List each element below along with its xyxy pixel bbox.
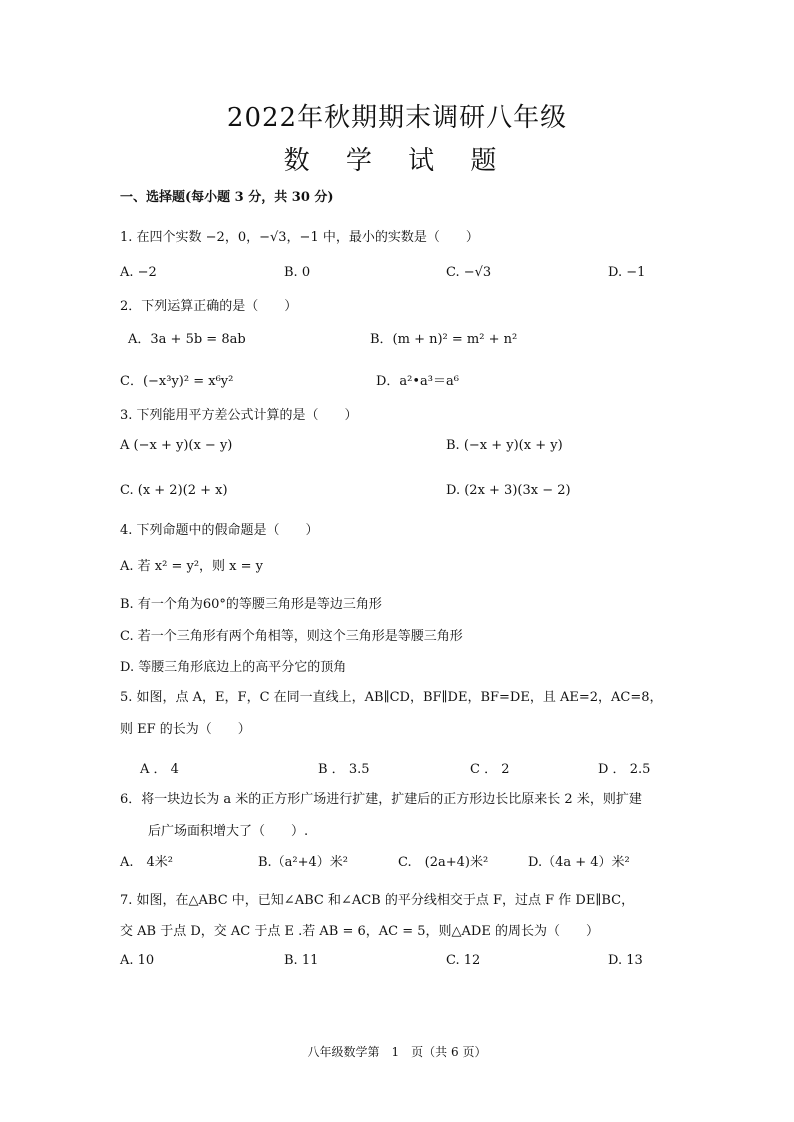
- question-5-stem-line2: 则 EF 的长为（ ）: [120, 722, 251, 737]
- question-2-option-c: C．(−x³y)² = x⁶y²: [120, 374, 234, 389]
- question-6-stem-line1: 6．将一块边长为 a 米的正方形广场进行扩建，扩建后的正方形边长比原来长 2 米，则扩建: [120, 792, 642, 807]
- question-7-option-a: A. 10: [120, 953, 155, 968]
- question-5-stem-line1: 5. 如图，点 A，E，F，C 在同一直线上，AB∥CD，BF∥DE，BF=DE，且 AE=2，AC=8，: [120, 690, 663, 705]
- question-5-option-c: C ． 2: [470, 762, 510, 777]
- question-3-option-c: C. (x + 2)(2 + x): [120, 483, 228, 498]
- question-1-option-d: D. −1: [608, 265, 646, 280]
- question-5-option-a: A ． 4: [140, 762, 179, 777]
- question-2-stem: 2．下列运算正确的是（ ）: [120, 299, 298, 314]
- question-4-option-b: B. 有一个角为60°的等腰三角形是等边三角形: [120, 597, 382, 612]
- question-3-option-b: B. (−x + y)(x + y): [446, 438, 563, 453]
- question-5-option-b: B ． 3.5: [318, 762, 370, 777]
- question-5-option-d: D ． 2.5: [598, 762, 651, 777]
- question-2-option-b: B．(m + n)² = m² + n²: [370, 332, 518, 347]
- question-6-option-c: C. (2a+4)米²: [398, 855, 489, 870]
- question-2-option-d: D．a²•a³＝a⁶: [376, 374, 459, 389]
- question-6-stem-line2: 后广场面积增大了（ ）.: [148, 824, 309, 839]
- question-4-stem: 4. 下列命题中的假命题是（ ）: [120, 523, 319, 538]
- question-7-stem-line2: 交 AB 于点 D，交 AC 于点 E .若 AB = 6，AC = 5，则△ADE 的周长为（ ）: [120, 924, 599, 939]
- question-2-option-a: A．3a + 5b = 8ab: [128, 332, 246, 347]
- question-3-option-a: A (−x + y)(x − y): [120, 438, 233, 453]
- section-heading: 一、选择题(每小题 3 分，共 30 分): [120, 190, 334, 205]
- question-4-option-d: D. 等腰三角形底边上的高平分它的顶角: [120, 660, 347, 675]
- question-6-option-b: B.（a²+4）米²: [258, 855, 349, 870]
- question-1-option-c: C. −√3: [446, 265, 492, 280]
- question-7-stem-line1: 7. 如图，在△ABC 中，已知∠ABC 和∠ACB 的平分线相交于点 F，过点 F 作 DE∥BC，: [120, 893, 635, 908]
- question-7-option-c: C. 12: [446, 953, 481, 968]
- page-footer: 八年级数学第 1 页（共 6 页）: [307, 1045, 487, 1059]
- page-title: 2022年秋期期末调研八年级: [226, 103, 568, 133]
- page-subtitle: 数 学 试 题: [283, 146, 511, 176]
- question-4-option-c: C. 若一个三角形有两个角相等，则这个三角形是等腰三角形: [120, 629, 463, 644]
- question-4-option-a: A. 若 x² = y²，则 x = y: [120, 559, 264, 574]
- question-7-option-d: D. 13: [608, 953, 643, 968]
- question-1-option-a: A. −2: [120, 265, 157, 280]
- question-6-option-d: D.（4a + 4）米²: [528, 855, 630, 870]
- question-1-option-b: B. 0: [284, 265, 311, 280]
- question-3-option-d: D. (2x + 3)(3x − 2): [446, 483, 571, 498]
- question-7-option-b: B. 11: [284, 953, 319, 968]
- question-6-option-a: A. 4米²: [120, 855, 174, 870]
- question-1-stem: 1. 在四个实数 −2，0，−√3，−1 中，最小的实数是（ ）: [120, 230, 479, 245]
- question-3-stem: 3. 下列能用平方差公式计算的是（ ）: [120, 408, 358, 423]
